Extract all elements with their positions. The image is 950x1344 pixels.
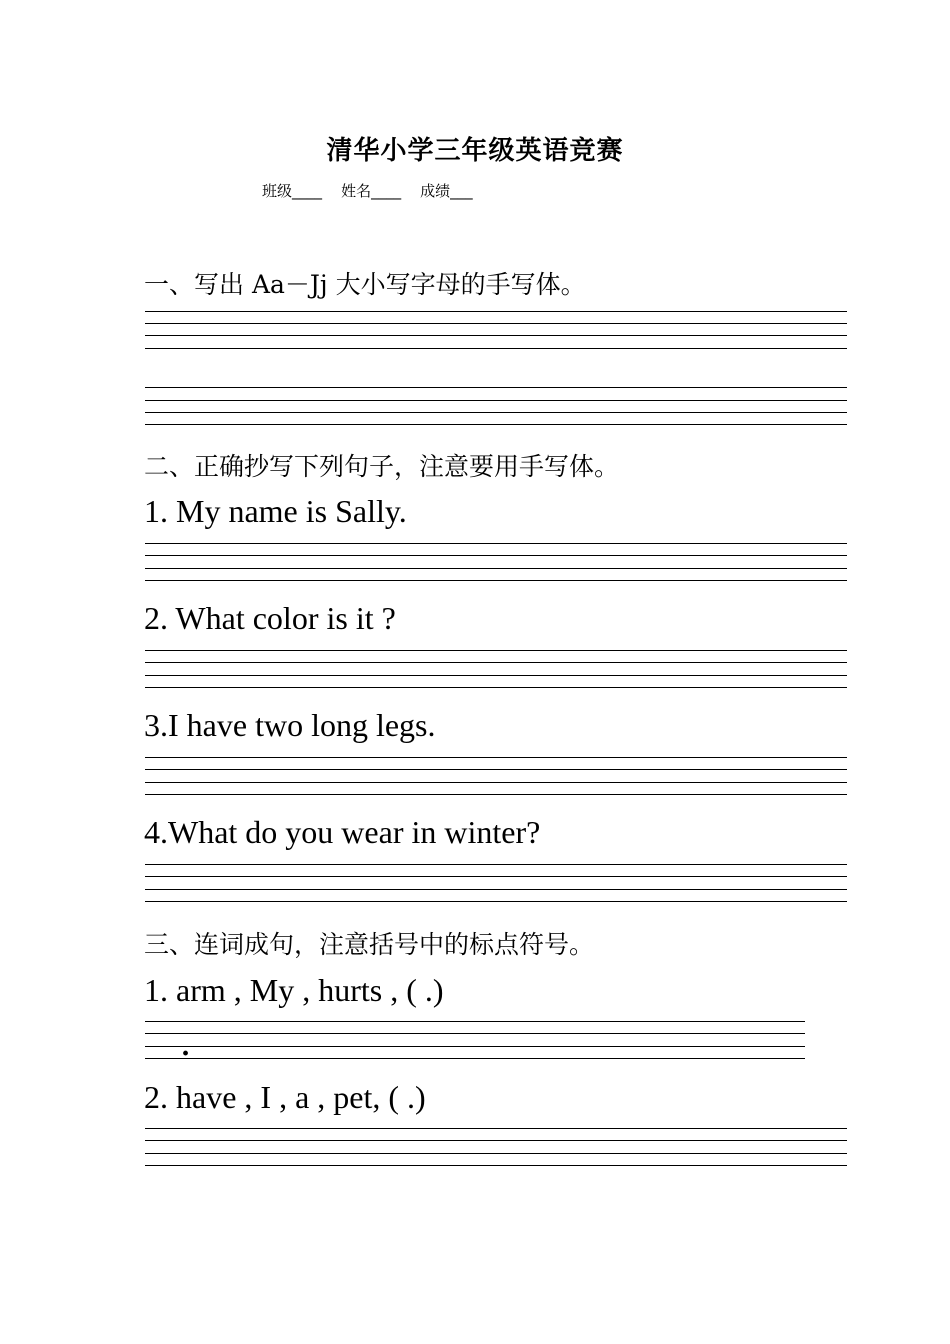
writing-lines[interactable] [145,757,847,797]
sentence-3: 3.I have two long legs. [144,707,436,743]
sentence-6: 2. have , I , a , pet, ( .) [144,1079,426,1115]
writing-lines[interactable] [145,1021,805,1061]
answer-period-mark: . [181,1032,191,1062]
sentence-1: 1. My name is Sally. [144,493,407,529]
page-title: 清华小学三年级英语竞赛 [326,136,624,166]
writing-lines[interactable] [145,387,847,427]
section-1-heading: 一、写出 Aa－Jj 大小写字母的手写体。 [144,270,586,299]
writing-lines[interactable] [145,311,847,351]
sentence-5: 1. arm , My , hurts , ( .) [144,972,444,1008]
section-2-heading: 二、正确抄写下列句子，注意要用手写体。 [144,452,620,481]
writing-lines[interactable] [145,864,847,904]
sentence-4: 4.What do you wear in winter? [144,814,541,850]
writing-lines[interactable] [145,650,847,690]
writing-lines[interactable] [145,1128,847,1168]
student-info-line: 班级____ 姓名____ 成绩___ [262,182,473,200]
writing-lines[interactable] [145,543,847,583]
section-3-heading: 三、连词成句，注意括号中的标点符号。 [144,930,595,959]
sentence-2: 2. What color is it ? [144,600,396,636]
